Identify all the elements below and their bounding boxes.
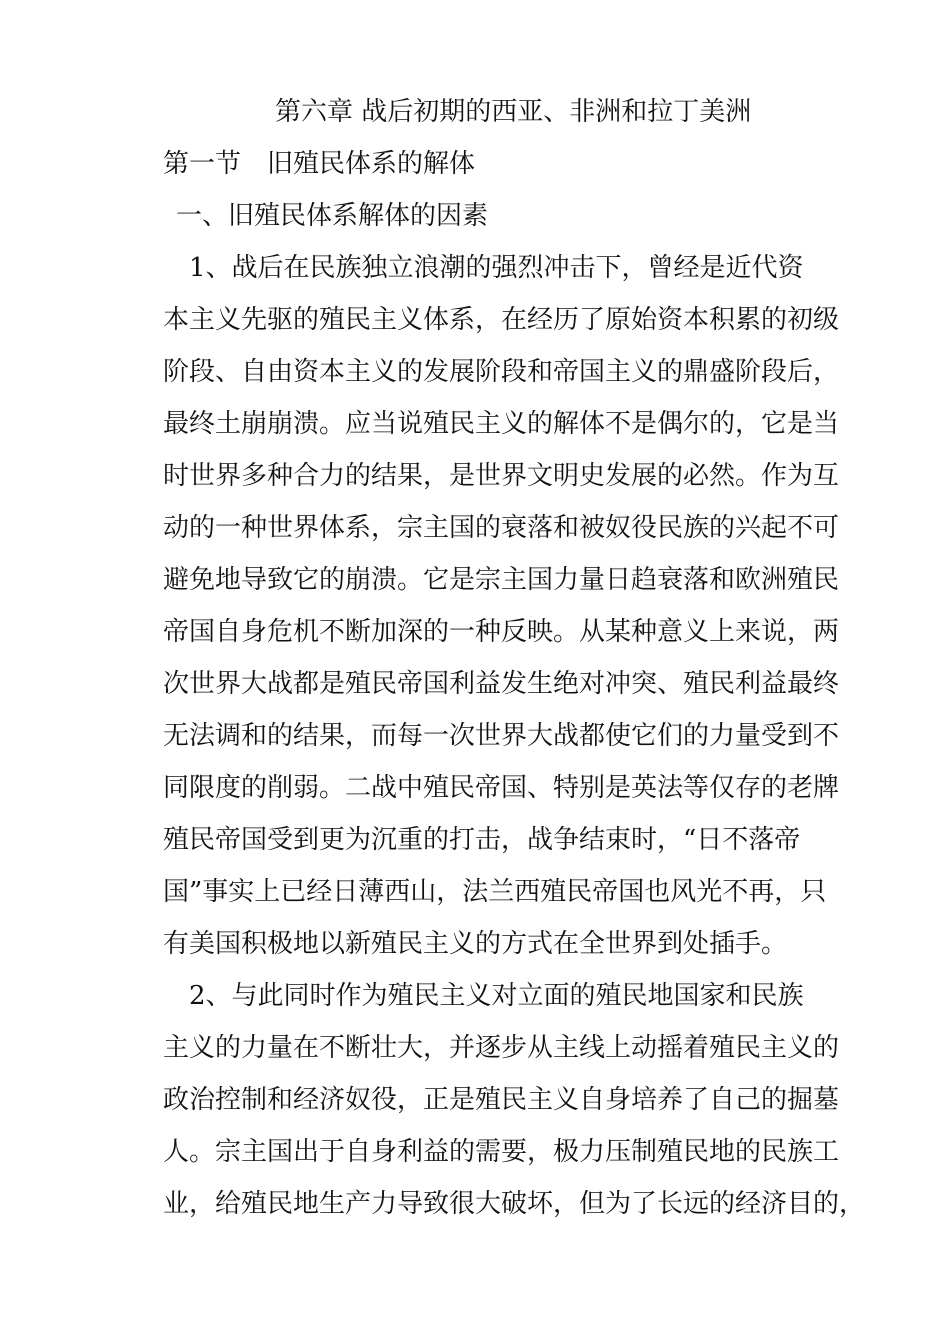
paragraph-1-line: 1、战后在民族独立浪潮的强烈冲击下，曾经是近代资 (163, 253, 804, 283)
paragraph-2-line: 2、与此同时作为殖民主义对立面的殖民地国家和民族 (163, 981, 804, 1011)
paragraph-2-line: 业，给殖民地生产力导致很大破坏，但为了长远的经济目的， (163, 1189, 866, 1219)
paragraph-1-line: 动的一种世界体系，宗主国的衰落和被奴役民族的兴起不可 (163, 513, 840, 543)
paragraph-2-line: 政治控制和经济奴役，正是殖民主义自身培养了自己的掘墓 (163, 1085, 840, 1115)
chapter-title: 第六章 战后初期的西亚、非洲和拉丁美洲 (275, 97, 752, 127)
paragraph-1-line: 殖民帝国受到更为沉重的打击，战争结束时，“日不落帝 (163, 825, 801, 855)
section-title: 第一节 旧殖民体系的解体 (163, 149, 476, 179)
paragraph-1-line: 避免地导致它的崩溃。它是宗主国力量日趋衰落和欧洲殖民 (163, 565, 840, 595)
paragraph-1-line: 次世界大战都是殖民帝国利益发生绝对冲突、殖民利益最终 (163, 669, 840, 699)
paragraph-1-line: 帝国自身危机不断加深的一种反映。从某种意义上来说，两 (163, 617, 840, 647)
paragraph-1-line: 本主义先驱的殖民主义体系，在经历了原始资本积累的初级 (163, 305, 840, 335)
paragraph-1-line: 最终土崩崩溃。应当说殖民主义的解体不是偶尔的，它是当 (163, 409, 840, 439)
paragraph-1-line: 有美国积极地以新殖民主义的方式在全世界到处插手。 (163, 929, 788, 959)
paragraph-1-line: 阶段、自由资本主义的发展阶段和帝国主义的鼎盛阶段后， (163, 357, 840, 387)
paragraph-1-line: 时世界多种合力的结果，是世界文明史发展的必然。作为互 (163, 461, 840, 491)
paragraph-1-line: 国”事实上已经日薄西山，法兰西殖民帝国也风光不再，只 (163, 877, 827, 907)
paragraph-2-line: 主义的力量在不断壮大，并逐步从主线上动摇着殖民主义的 (163, 1033, 840, 1063)
subsection-title: 一、旧殖民体系解体的因素 (176, 201, 489, 231)
paragraph-2-line: 人。宗主国出于自身利益的需要，极力压制殖民地的民族工 (163, 1137, 840, 1167)
paragraph-1-line: 无法调和的结果，而每一次世界大战都使它们的力量受到不 (163, 721, 840, 751)
paragraph-1-line: 同限度的削弱。二战中殖民帝国、特别是英法等仅存的老牌 (163, 773, 840, 803)
